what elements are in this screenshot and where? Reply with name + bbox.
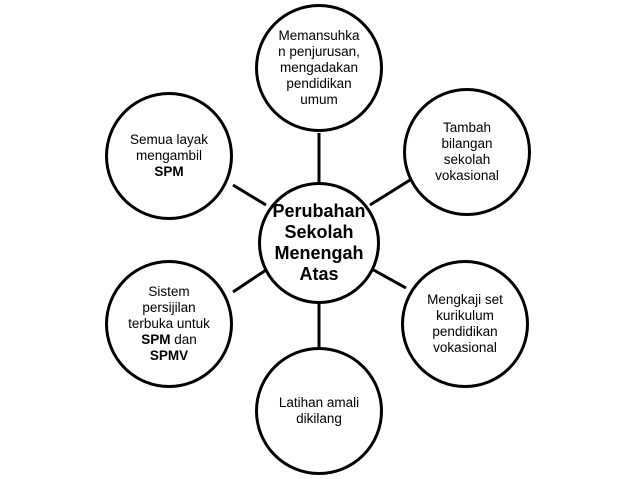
center-node <box>258 182 380 304</box>
node-upper-right-line-4: vokasional <box>435 168 499 183</box>
node-bottom-label <box>273 395 365 427</box>
connector-lower-right <box>370 268 406 288</box>
node-lower-left-line-3: terbuka untuk <box>128 316 210 331</box>
node-lower-right <box>401 260 529 388</box>
node-bottom <box>255 347 383 475</box>
center-line-2: Sekolah <box>284 222 354 242</box>
node-upper-right-line-1: Tambah <box>442 120 491 135</box>
node-top-line-5: umum <box>300 92 338 107</box>
node-bottom-line-1: Latihan amali <box>278 395 360 410</box>
node-top-label <box>272 28 366 108</box>
node-lower-right-line-4: vokasional <box>433 340 497 355</box>
node-top <box>255 4 383 132</box>
node-upper-left-spm: SPM <box>154 164 184 179</box>
center-node-label <box>266 201 371 285</box>
center-line-1: Perubahan <box>272 201 366 221</box>
node-lower-left-dan: dan <box>170 332 197 347</box>
center-line-3: Menengah <box>274 243 364 263</box>
node-lower-right-line-2: kurikulum <box>436 308 494 323</box>
node-top-line-1: Memansuhka <box>278 28 360 43</box>
node-top-line-2: n penjurusan, <box>278 44 360 59</box>
connector-lower-left <box>233 270 266 292</box>
node-lower-left-line-1: Sistem <box>148 284 190 299</box>
node-top-line-4: pendidikan <box>286 76 352 91</box>
node-top-line-3: mengadakan <box>279 60 359 75</box>
node-bottom-line-2: dikilang <box>296 411 342 426</box>
node-upper-right-line-3: sekolah <box>443 152 491 167</box>
node-upper-left-label <box>124 132 214 180</box>
node-upper-left-line-2: mengambil <box>135 148 202 163</box>
node-lower-left <box>105 260 233 388</box>
connector-upper-left <box>233 185 266 205</box>
node-lower-left-line-4 <box>128 332 210 348</box>
node-lower-right-label <box>421 292 509 356</box>
center-line-4: Atas <box>299 264 339 284</box>
node-lower-right-line-1: Mengkaji set <box>427 292 503 307</box>
node-lower-left-spm: SPM <box>141 332 171 347</box>
node-lower-left-line-2: persijilan <box>142 300 196 315</box>
node-lower-left-spmv: SPMV <box>149 348 189 363</box>
node-lower-right-line-3: pendidikan <box>432 324 498 339</box>
node-lower-left-label <box>122 284 216 364</box>
node-upper-left <box>105 92 233 220</box>
node-upper-right-line-2: bilangan <box>441 136 493 151</box>
connector-upper-right <box>370 180 410 205</box>
node-upper-right-label <box>429 120 505 184</box>
node-upper-left-line-1: Semua layak <box>129 132 209 147</box>
node-upper-right <box>403 88 531 216</box>
